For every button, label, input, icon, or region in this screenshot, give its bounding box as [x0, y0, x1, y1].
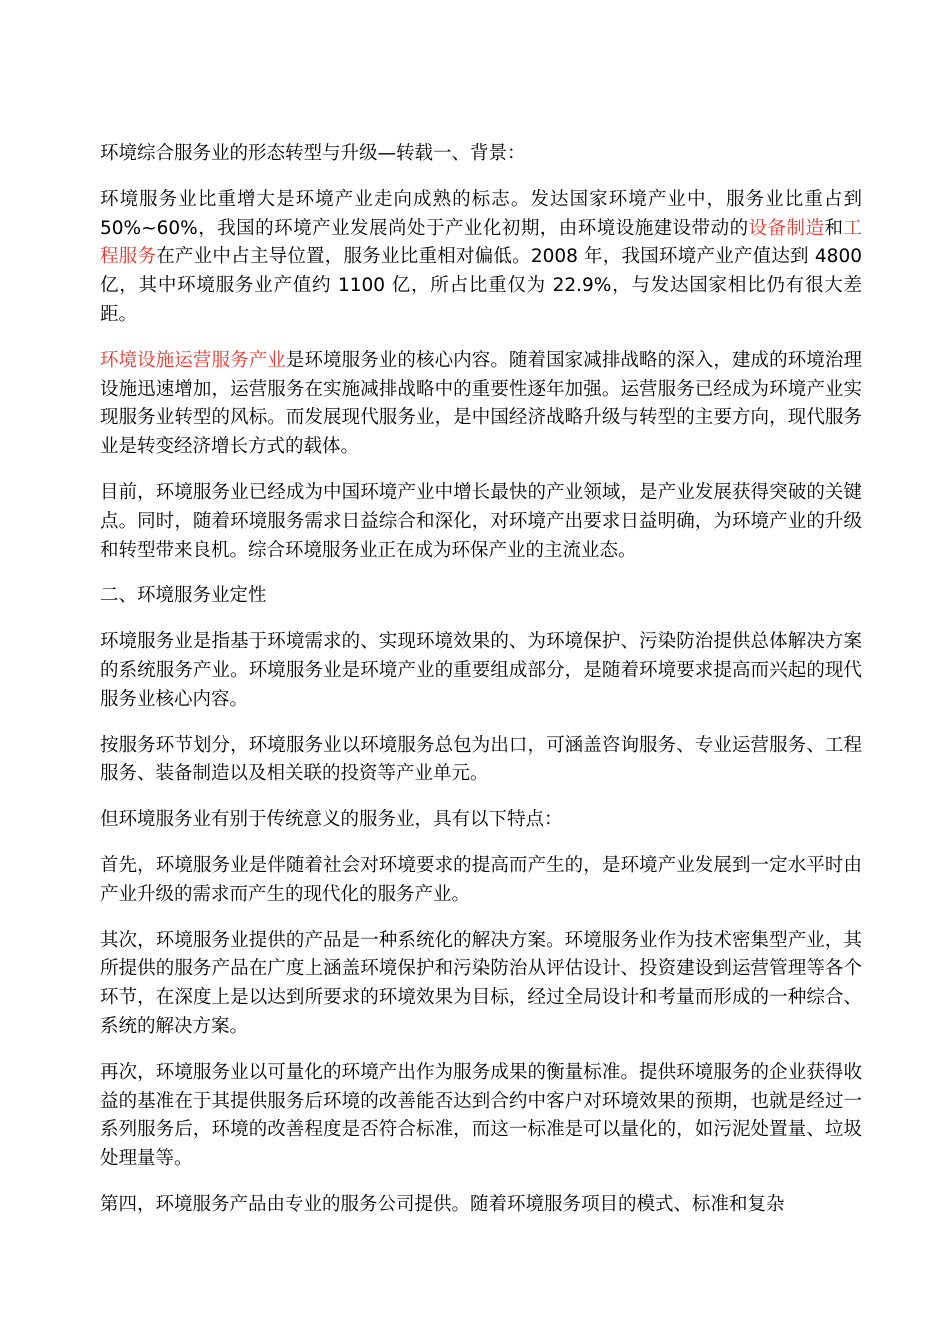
- highlight-engineering-service: 工程服务: [100, 217, 862, 268]
- paragraph-classification: 按服务环节划分，环境服务业以环境服务总包为出口，可涵盖咨询服务、专业运营服务、工程服务、装备制造以及相关联的投资等产业单元。: [100, 734, 862, 785]
- paragraph-text: 是环境服务业的核心内容。随着国家减排战略的深入，建成的环境治理设施迅速增加，运营服务在实施减排战略中的重要性逐年加强。运营服务已经成为环境产业实现服务业转型的风标。而发展现代服务业，是中国经济战略升级与转型的主要方向，现代服务业是转变经济增长方式的载体。: [100, 349, 862, 458]
- paragraph-feature-fourth: 第四，环境服务产品由专业的服务公司提供。随着环境服务项目的模式、标准和复杂: [100, 1193, 785, 1215]
- highlight-equipment-manufacturing: 设备制造: [748, 217, 825, 239]
- highlight-facility-operation: 环境设施运营服务产业: [100, 349, 286, 371]
- paragraph-definition: 环境服务业是指基于环境需求的、实现环境效果的、为环境保护、污染防治提供总体解决方案的系统服务产业。环境服务业是环境产业的重要组成部分，是随着环境要求提高而兴起的现代服务业核心内容。: [100, 631, 862, 710]
- paragraph-feature-third: 再次，环境服务业以可量化的环境产出作为服务成果的衡量标准。提供环境服务的企业获得收益的基准在于其提供服务后环境的改善能否达到合约中客户对环境效果的预期，也就是经过一系列服务后，环境的改善程度是否符合标准，而这一标准是可以量化的，如污泥处置量、垃圾处理量等。: [100, 1061, 862, 1170]
- paragraph-feature-first: 首先，环境服务业是伴随着社会对环境要求的提高而产生的，是环境产业发展到一定水平时由产业升级的需求而产生的现代化的服务产业。: [100, 854, 862, 905]
- paragraph-text: 在产业中占主导位置，服务业比重相对偏低。2008 年，我国环境产业产值达到 4800 亿，其中环境服务业产值约 1100 亿，所占比重仅为 22.9%，与发达国家相比仍有很大差距。: [100, 246, 862, 325]
- paragraph-text: 环境服务业比重增大是环境产业走向成熟的标志。发达国家环境产业中，服务业比重占到 50%~60%，我国的环境产业发展尚处于产业化初期，由环境设施建设带动的: [100, 188, 862, 239]
- section-heading: 二、环境服务业定性: [100, 585, 267, 607]
- paragraph-operation-service: [100, 347, 862, 462]
- paragraph-features-intro: 但环境服务业有别于传统意义的服务业，具有以下特点：: [100, 809, 563, 831]
- paragraph-text: 和: [824, 217, 844, 239]
- paragraph-current-status: 目前，环境服务业已经成为中国环境产业中增长最快的产业领域，是产业发展获得突破的关键点。同时，随着环境服务需求日益综合和深化，对环境产出要求日益明确，为环境产业的升级和转型带来良机。综合环境服务业正在成为环保产业的主流业态。: [100, 481, 862, 561]
- paragraph-feature-second: 其次，环境服务业提供的产品是一种系统化的解决方案。环境服务业作为技术密集型产业，其所提供的服务产品在广度上涵盖环境保护和污染防治从评估设计、投资建设到运营管理等各个环节，在深度上是以达到所要求的环境效果为目标，经过全局设计和考量而形成的一种综合、系统的解决方案。: [100, 929, 862, 1037]
- document-title: 环境综合服务业的形态转型与升级—转载一、背景：: [100, 143, 526, 164]
- paragraph-background: [100, 186, 862, 330]
- document-page: [100, 140, 862, 1237]
